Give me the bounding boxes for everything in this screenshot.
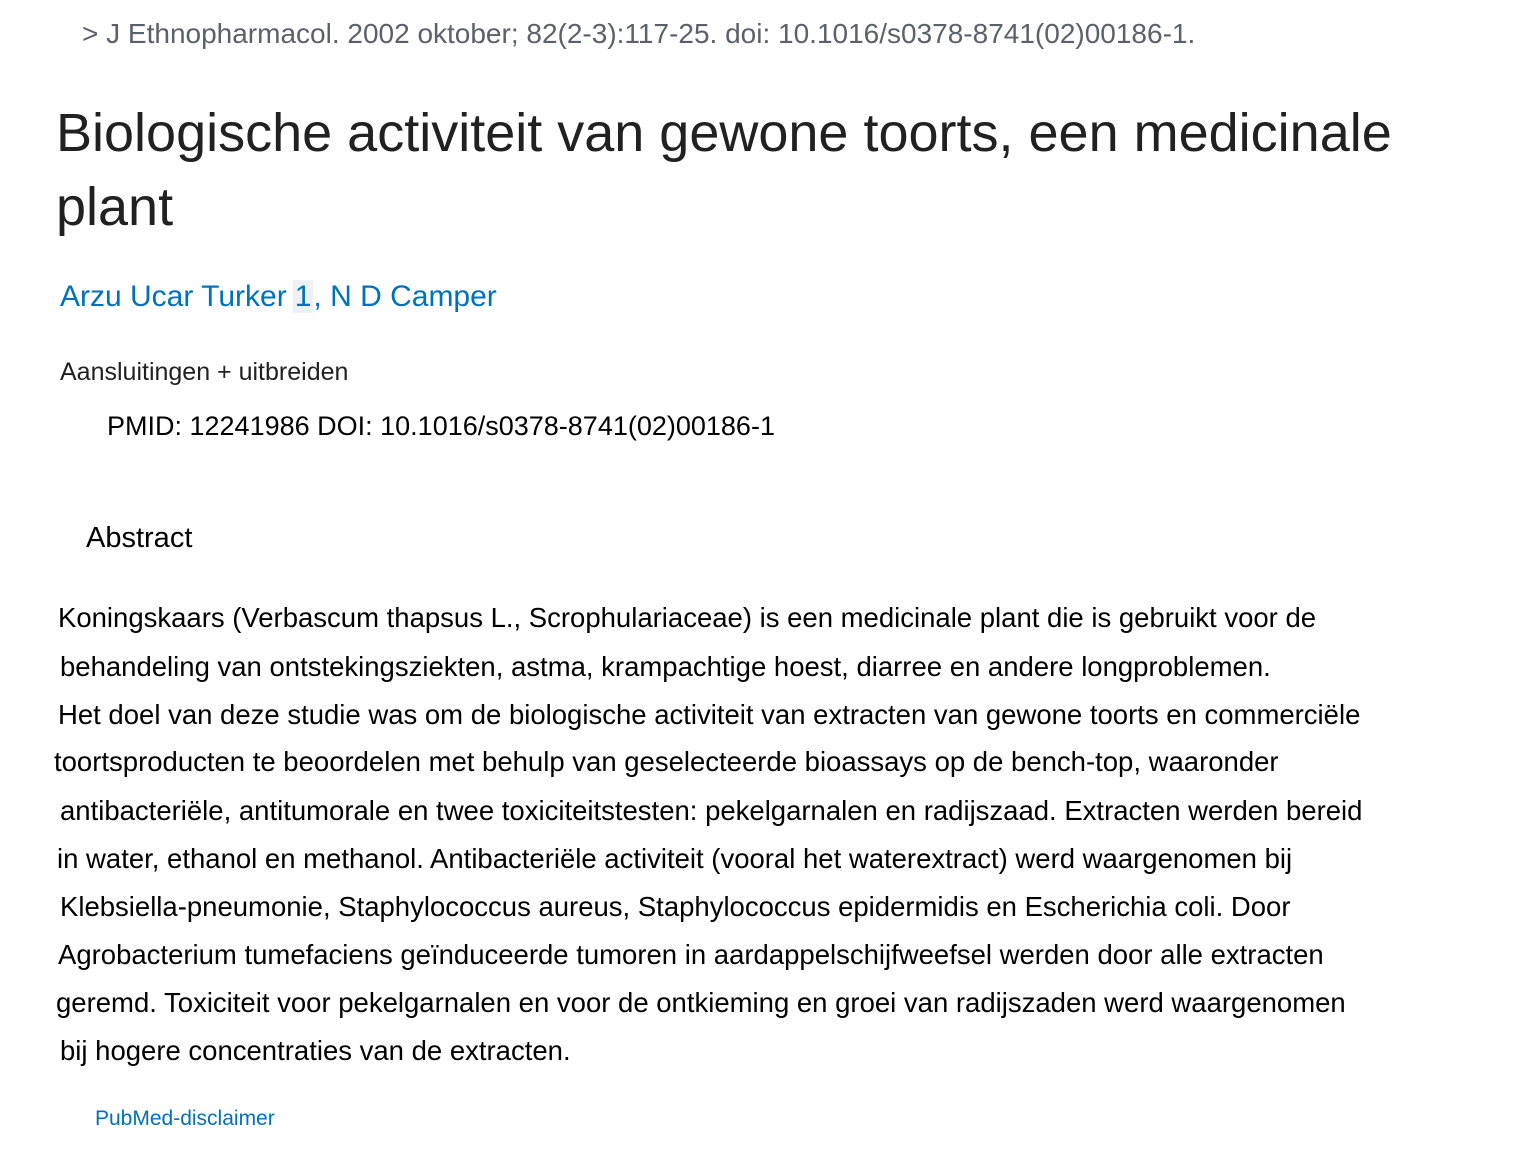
abstract-heading: Abstract [86, 522, 193, 554]
author-link-camper[interactable]: N D Camper [330, 280, 497, 313]
citation-line: > J Ethnopharmacol. 2002 oktober; 82(2-3):117-25. doi: 10.1016/s0378-8741(02)00186-1. [82, 18, 1196, 49]
author-link-turker[interactable]: Arzu Ucar Turker [60, 280, 287, 313]
author-list [60, 280, 497, 314]
abstract-line: Koningskaars (Verbascum thapsus L., Scrophulariaceae) is een medicinale plant die is gebruikt voor de [58, 602, 1317, 633]
page-title: Biologische activiteit van gewone toorts, een medicinale plant [56, 103, 1392, 237]
abstract-line: in water, ethanol en methanol. Antibacteriële activiteit (vooral het waterextract) werd waargenomen bij [57, 843, 1293, 874]
abstract-line: Klebsiella-pneumonie, Staphylococcus aureus, Staphylococcus epidermidis en Escherichia coli. Door [60, 891, 1291, 922]
abstract-line: bij hogere concentraties van de extracten. [60, 1035, 571, 1066]
abstract-line: Het doel van deze studie was om de biologische activiteit van extracten van gewone toorts en commerciële [58, 699, 1361, 730]
abstract-line: geremd. Toxiciteit voor pekelgarnalen en voor de ontkieming en groei van radijszaden werd waargenomen [56, 987, 1346, 1018]
affiliations-expand-toggle[interactable]: Aansluitingen + uitbreiden [60, 358, 349, 386]
abstract-line: Agrobacterium tumefaciens geïnduceerde tumoren in aardappelschijfweefsel werden door alle extracten [58, 939, 1324, 970]
abstract-line: toortsproducten te beoordelen met behulp van geselecteerde bioassays op de bench-top, waaronder [54, 746, 1279, 777]
pubmed-disclaimer-link[interactable]: PubMed-disclaimer [95, 1107, 275, 1130]
abstract-line: behandeling van ontstekingsziekten, astma, krampachtige hoest, diarree en andere longproblemen. [60, 651, 1271, 682]
abstract-line: antibacteriële, antitumorale en twee toxiciteitstesten: pekelgarnalen en radijszaad. Extracten werden bereid [60, 795, 1363, 826]
affiliation-ref-1[interactable]: 1 [294, 280, 312, 313]
article-identifiers: PMID: 12241986 DOI: 10.1016/s0378-8741(02)00186-1 [107, 411, 775, 441]
author-separator: , [313, 280, 322, 313]
